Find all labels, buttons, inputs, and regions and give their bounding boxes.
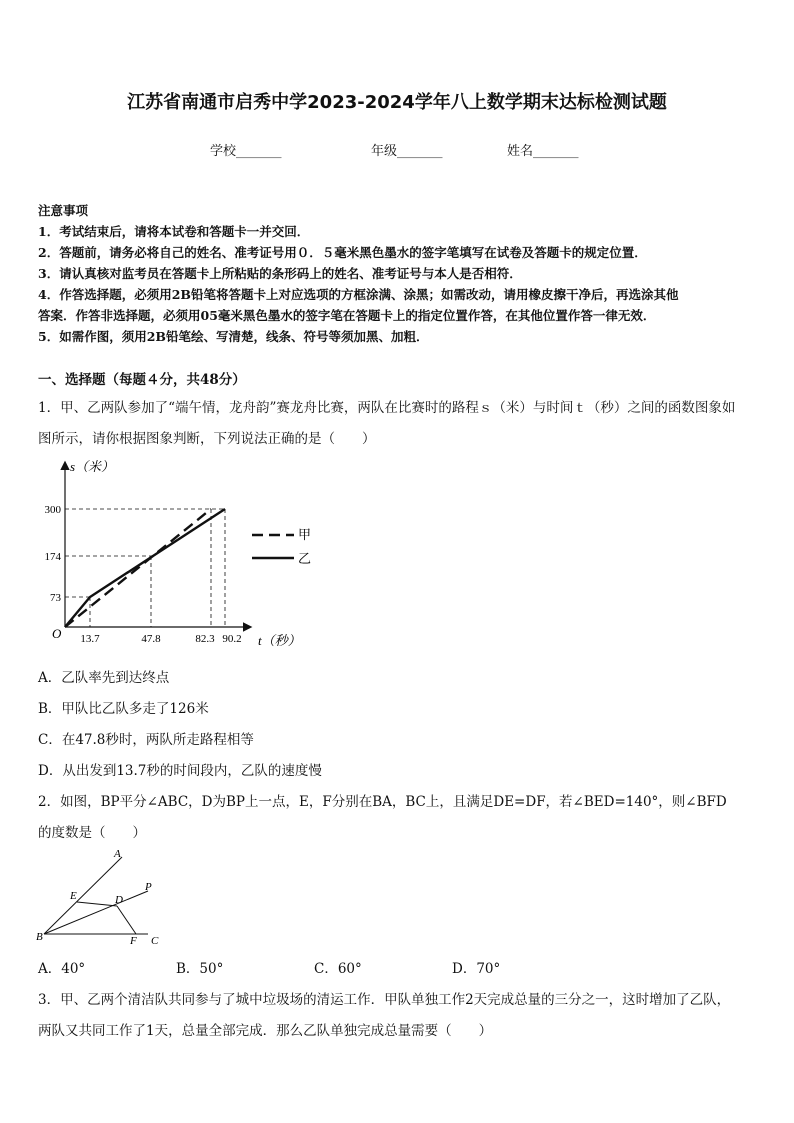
point-label: P bbox=[145, 881, 152, 893]
name-field: 姓名_______ bbox=[507, 144, 579, 159]
q3-stem-line1: 3．甲、乙两个清洁队共同参与了城中垃圾场的清运工作．甲队单独工作2天完成总量的三分之一，这时增加了乙队， bbox=[38, 992, 731, 1008]
point-label: C bbox=[151, 935, 159, 947]
q1-option-a: A．乙队率先到达终点 bbox=[38, 670, 170, 686]
y-tick-label: 174 bbox=[44, 551, 61, 563]
origin-label: O bbox=[52, 626, 62, 641]
x-tick-label: 13.7 bbox=[80, 633, 100, 645]
q1-option-b: B．甲队比乙队多走了126米 bbox=[38, 701, 209, 717]
notes-heading: 注意事项 bbox=[38, 203, 89, 218]
page-title: 江苏省南通市启秀中学2023-2024学年八上数学期末达标检测试题 bbox=[127, 92, 667, 113]
y-axis-label: s（米） bbox=[70, 459, 115, 474]
point-label: B bbox=[36, 931, 43, 943]
q2-option-c: C．60° bbox=[314, 961, 362, 977]
y-tick-label: 300 bbox=[44, 504, 61, 516]
q2-stem-line1: 2．如图，BP平分∠ABC，D为BP上一点，E，F分别在BA，BC上，且满足DE=DF，若∠BED=140°，则∠BFD bbox=[38, 794, 727, 810]
q2-stem-line2: 的度数是（ ） bbox=[38, 825, 146, 841]
q1-option-c: C．在47.8秒时，两队所走路程相等 bbox=[38, 732, 254, 748]
q2-option-d: D．70° bbox=[452, 961, 501, 977]
x-tick-label: 90.2 bbox=[222, 633, 242, 645]
note-item: 2．答题前，请务必将自己的姓名、准考证号用０．５毫米黑色墨水的签字笔填写在试卷及答题卡的规定位置． bbox=[38, 245, 647, 260]
q1-stem-line1: 1．甲、乙两队参加了“端午情，龙舟韵”赛龙舟比赛，两队在比赛时的路程ｓ（米）与时间ｔ（秒）之间的函数图象如 bbox=[38, 400, 736, 416]
q2-geometry-figure bbox=[30, 845, 180, 950]
q1-stem-line2: 图所示，请你根据图象判断，下列说法正确的是（ ） bbox=[38, 431, 376, 447]
legend-jia-label: 甲 bbox=[298, 527, 312, 542]
x-tick-label: 47.8 bbox=[141, 633, 161, 645]
point-label: A bbox=[114, 848, 121, 860]
series-yi-line bbox=[65, 509, 225, 627]
note-item: 5．如需作图，须用2B铅笔绘、写清楚，线条、符号等须加黑、加粗． bbox=[38, 329, 429, 344]
x-tick-label: 82.3 bbox=[195, 633, 215, 645]
note-item: 4．作答选择题，必须用2B铅笔将答题卡上对应选项的方框涂满、涂黑；如需改动，请用橡皮擦干净后，再选涂其他 bbox=[38, 287, 679, 302]
note-item: 答案．作答非选择题，必须用05毫米黑色墨水的签字笔在答题卡上的指定位置作答，在其他位置作答一律无效． bbox=[38, 308, 656, 323]
x-axis-label: t（秒） bbox=[258, 633, 301, 648]
section-heading: 一、选择题（每题４分，共48分） bbox=[38, 372, 246, 388]
q3-stem-line2: 两队又共同工作了1天，总量全部完成．那么乙队单独完成总量需要（ ） bbox=[38, 1023, 493, 1039]
q1-distance-time-graph bbox=[40, 455, 330, 655]
q2-option-a: A．40° bbox=[38, 961, 86, 977]
series-jia-line bbox=[65, 509, 211, 627]
y-tick-label: 73 bbox=[50, 592, 61, 604]
grade-field: 年级_______ bbox=[371, 144, 443, 159]
point-label: E bbox=[70, 890, 77, 902]
guide-lines bbox=[65, 509, 225, 627]
school-field: 学校_______ bbox=[210, 144, 282, 159]
point-label: D bbox=[115, 894, 123, 906]
note-item: 3．请认真核对监考员在答题卡上所粘贴的条形码上的姓名、准考证号与本人是否相符． bbox=[38, 266, 522, 281]
q1-option-d: D．从出发到13.7秒的时间段内，乙队的速度慢 bbox=[38, 763, 322, 779]
legend-yi-label: 乙 bbox=[298, 551, 312, 566]
point-label: F bbox=[130, 935, 137, 947]
note-item: 1．考试结束后，请将本试卷和答题卡一并交回． bbox=[38, 224, 310, 239]
q2-option-b: B．50° bbox=[176, 961, 224, 977]
